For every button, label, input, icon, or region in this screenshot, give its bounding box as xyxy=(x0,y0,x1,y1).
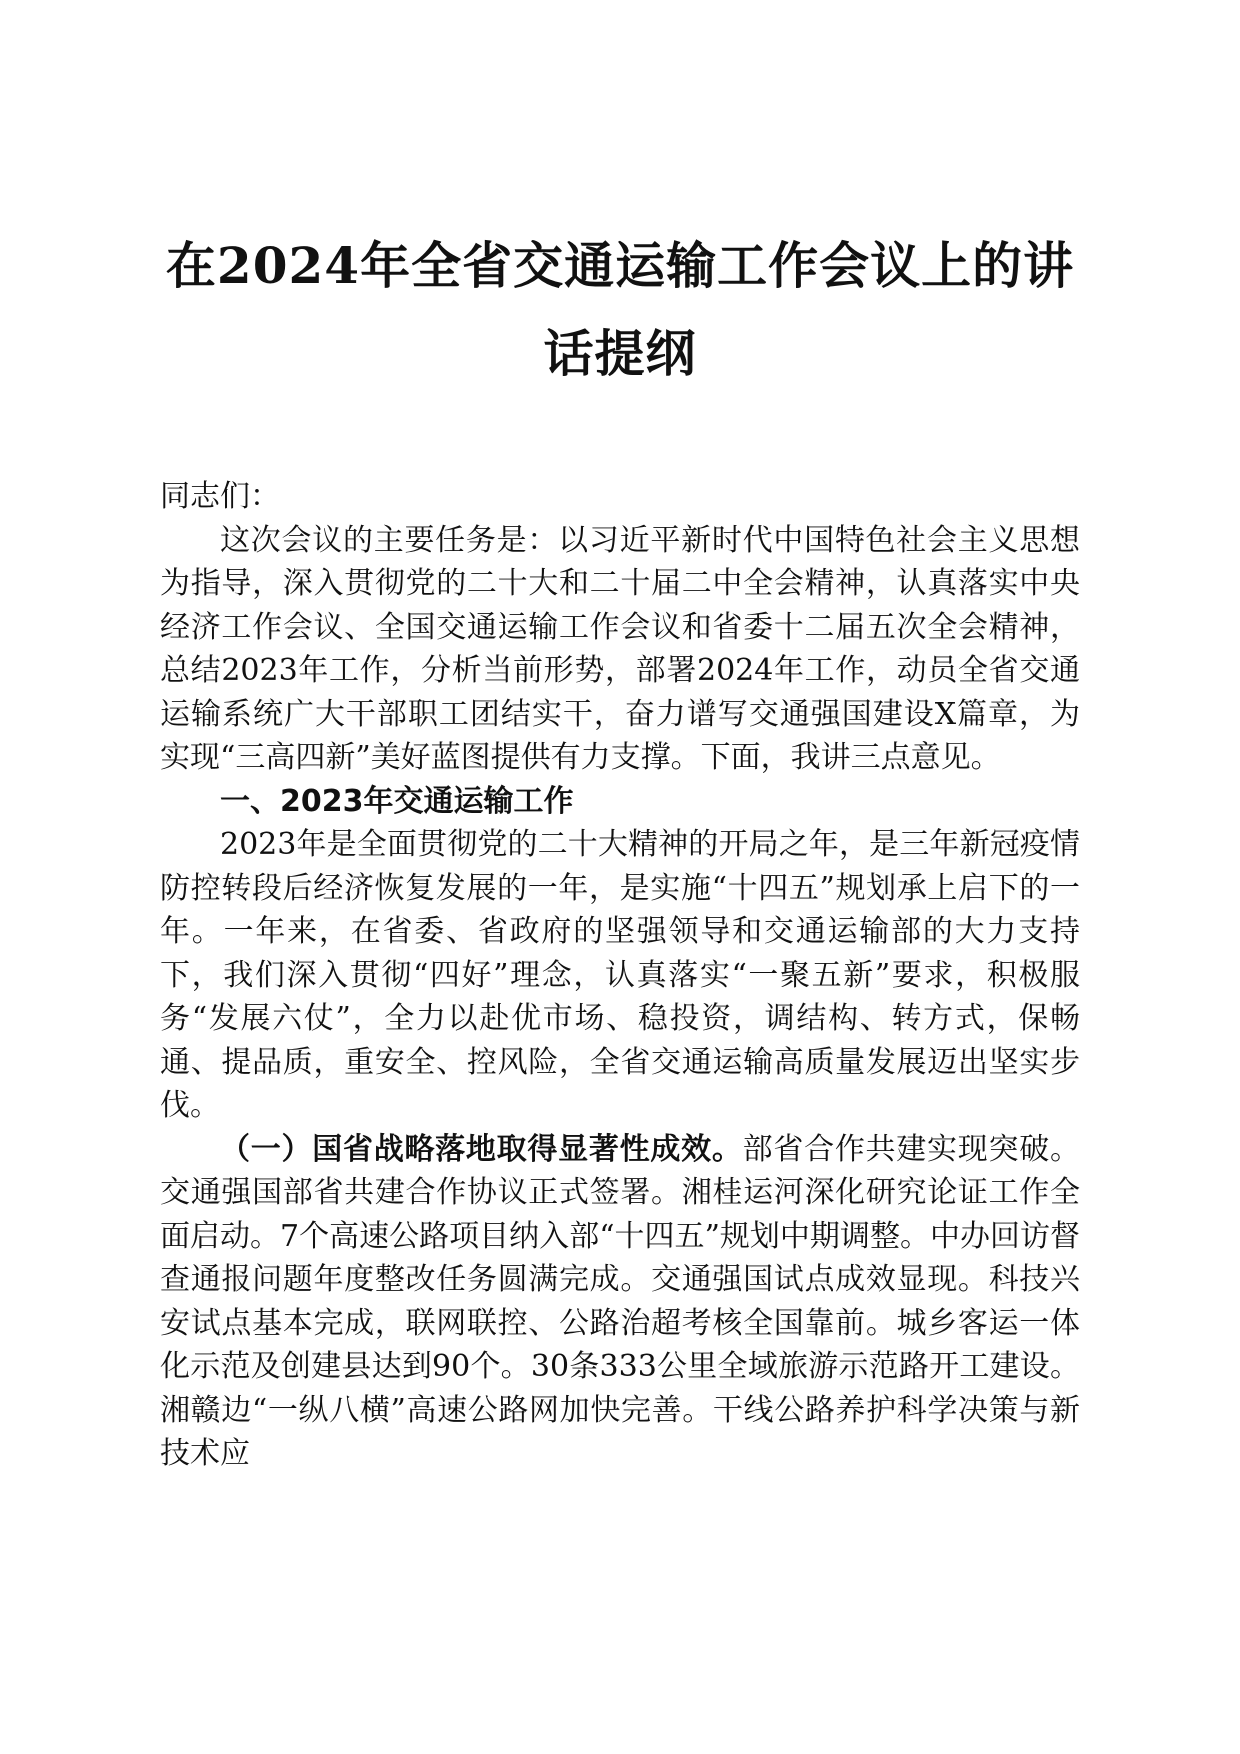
section-heading-1: 一、2023年交通运输工作 xyxy=(220,783,574,819)
document-body xyxy=(160,475,1080,1476)
intro-paragraph: 这次会议的主要任务是：以习近平新时代中国特色社会主义思想为指导，深入贯彻党的二十大和二十届二中全会精神，认真落实中央经济工作会议、全国交通运输工作会议和省委十二届五次全会精神，总结2023年工作，分析当前形势，部署2024年工作，动员全省交通运输系统广大干部职工团结实干，奋力谱写交通强国建设X篇章，为实现“三高四新”美好蓝图提供有力支撑。下面，我讲三点意见。 xyxy=(160,522,1080,775)
document-title: 在2024年全省交通运输工作会议上的讲话提纲 xyxy=(165,236,1075,383)
subsection-1-lead: （一）国省战略落地取得显著性成效。 xyxy=(220,1131,743,1167)
subsection-1-text: 部省合作共建实现突破。交通强国部省共建合作协议正式签署。湘桂运河深化研究论证工作全面启动。7个高速公路项目纳入部“十四五”规划中期调整。中办回访督查通报问题年度整改任务圆满完成。交通强国试点成效显现。科技兴安试点基本完成，联网联控、公路治超考核全国靠前。城乡客运一体化示范及创建县达到90个。30条333公里全域旅游示范路开工建设。湘赣边“一纵八横”高速公路网加快完善。干线公路养护科学决策与新技术应 xyxy=(160,1131,1081,1471)
salutation: 同志们： xyxy=(160,479,280,514)
section-1-paragraph: 2023年是全面贯彻党的二十大精神的开局之年，是三年新冠疫情防控转段后经济恢复发展的一年，是实施“十四五”规划承上启下的一年。一年来，在省委、省政府的坚强领导和交通运输部的大力支持下，我们深入贯彻“四好”理念，认真落实“一聚五新”要求，积极服务“发展六仗”，全力以赴优市场、稳投资，调结构、转方式，保畅通、提品质，重安全、控风险，全省交通运输高质量发展迈出坚实步伐。 xyxy=(160,827,1080,1123)
subsection-1-paragraph xyxy=(160,1128,1080,1476)
